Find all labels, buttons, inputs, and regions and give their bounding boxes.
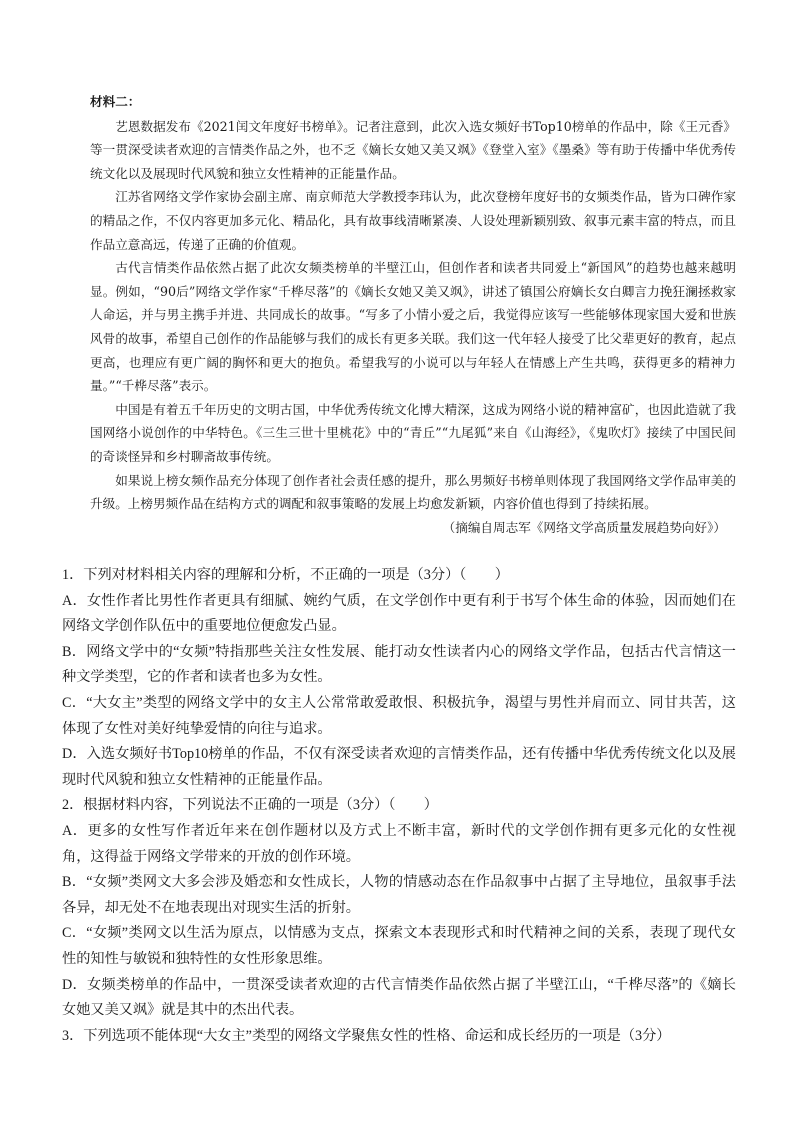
- question-option: A．更多的女性写作者近年来在创作题材以及方式上不断丰富，新时代的文学创作拥有更多元化的女性视角，这得益于网络文学带来的开放的创作环境。: [62, 822, 736, 865]
- material-paragraph: 古代言情类作品依然占据了此次女频类榜单的半壁江山，但创作者和读者共同爱上“新国风”的趋势也越来越明显。例如，“90后”网络文学作家“千桦尽落”的《嫡长女她又美又飒》，讲述了镇国公府嫡长女白卿言力挽狂澜拯救家人命运，并与男主携手并进、共同成长的故事。“写多了小情小爱之后，我觉得应该写一些能够体现家国大爱和世族风骨的故事，希望自己创作的作品能够与我们的成长有更多关联。我们这一代年轻人接受了比父辈更好的教育，起点更高，也理应有更广阔的胸怀和更大的抱负。希望我写的小说可以与年轻人在情感上产生共鸣，获得更多的精神力量。”“千桦尽落”表示。: [90, 260, 736, 394]
- material-paragraph: 如果说上榜女频作品充分体现了创作者社会责任感的提升，那么男频好书榜单则体现了我国网络文学作品审美的升级。上榜男频作品在结构方式的调配和叙事策略的发展上均愈发新颖，内容价值也得到了持续拓展。: [90, 472, 736, 512]
- question-list: [62, 563, 736, 1049]
- question-option: A．女性作者比男性作者更具有细腻、婉约气质，在文学创作中更有利于书写个体生命的体验，因而她们在网络文学创作队伍中的重要地位便愈发凸显。: [62, 592, 736, 635]
- material-paragraph: 江苏省网络文学作家协会副主席、南京师范大学教授李玮认为，此次登榜年度好书的女频类作品，皆为口碑作家的精品之作，不仅内容更加多元化、精品化，具有故事线清晰紧凑、人设处理新颖别致、叙事元素丰富的特点，而且作品立意高远，传递了正确的价值观。: [90, 189, 736, 252]
- question-option: D．入选女频好书Top10榜单的作品，不仅有深受读者欢迎的言情类作品，还有传播中华优秀传统文化以及展现时代风貌和独立女性精神的正能量作品。: [62, 746, 736, 788]
- material-source: （摘编自周志军《网络文学高质量发展趋势向好》）: [442, 519, 726, 535]
- question-stem: 2．根据材料内容，下列说法不正确的一项是（3分）（ ）: [62, 797, 438, 814]
- question-option: B．“女频”类网文大多会涉及婚恋和女性成长，人物的情感动态在作品叙事中占据了主导地位，虽叙事手法各异，却无处不在地表现出对现实生活的折射。: [62, 874, 736, 916]
- material-paragraph: 中国是有着五千年历史的文明古国，中华优秀传统文化博大精深，这成为网络小说的精神富矿，也因此造就了我国网络小说创作的中华特色。《三生三世十里桃花》中的“青丘”“九尾狐”来自《山海经》，《鬼吹灯》接续了中国民间的奇谈怪异和乡村聊斋故事传统。: [90, 401, 736, 464]
- material-title: 材料二：: [90, 94, 141, 109]
- question-option: B．网络文学中的“女频”特指那些关注女性发展、能打动女性读者内心的网络文学作品，包括古代言情这一种文学类型，它的作者和读者也多为女性。: [62, 643, 736, 686]
- question-1: [62, 563, 736, 793]
- question-option: D．女频类榜单的作品中，一贯深受读者欢迎的古代言情类作品依然占据了半壁江山，“千桦尽落”的《嫡长女她又美又飒》就是其中的杰出代表。: [62, 976, 736, 1019]
- question-3: [62, 1024, 736, 1050]
- question-option: C．“大女主”类型的网络文学中的女主人公常常敢爱敢恨、积极抗争，渴望与男性并肩而立、同甘共苦，这体现了女性对美好纯挚爱情的向往与追求。: [62, 694, 736, 737]
- question-stem: 1．下列对材料相关内容的理解和分析，不正确的一项是（3分）（ ）: [62, 567, 509, 583]
- question-option: C．“女频”类网文以生活为原点，以情感为支点，探索文本表现形式和时代精神之间的关系，表现了现代女性的知性与敏锐和独特性的女性形象思维。: [62, 925, 736, 967]
- question-stem: 3．下列选项不能体现“大女主”类型的网络文学聚焦女性的性格、命运和成长经历的一项是（3分）: [62, 1027, 671, 1044]
- reading-material: [90, 90, 736, 539]
- question-2: [62, 793, 736, 1023]
- material-paragraph: 艺恩数据发布《2021闰文年度好书榜单》。记者注意到，此次入选女频好书Top10榜单的作品中，除《王元香》等一贯深受读者欢迎的言情类作品之外，也不乏《嫡长女她又美又飒》《登堂入室》《墨桑》等有助于传播中华优秀传统文化以及展现时代风貌和独立女性精神的正能量作品。: [90, 118, 736, 181]
